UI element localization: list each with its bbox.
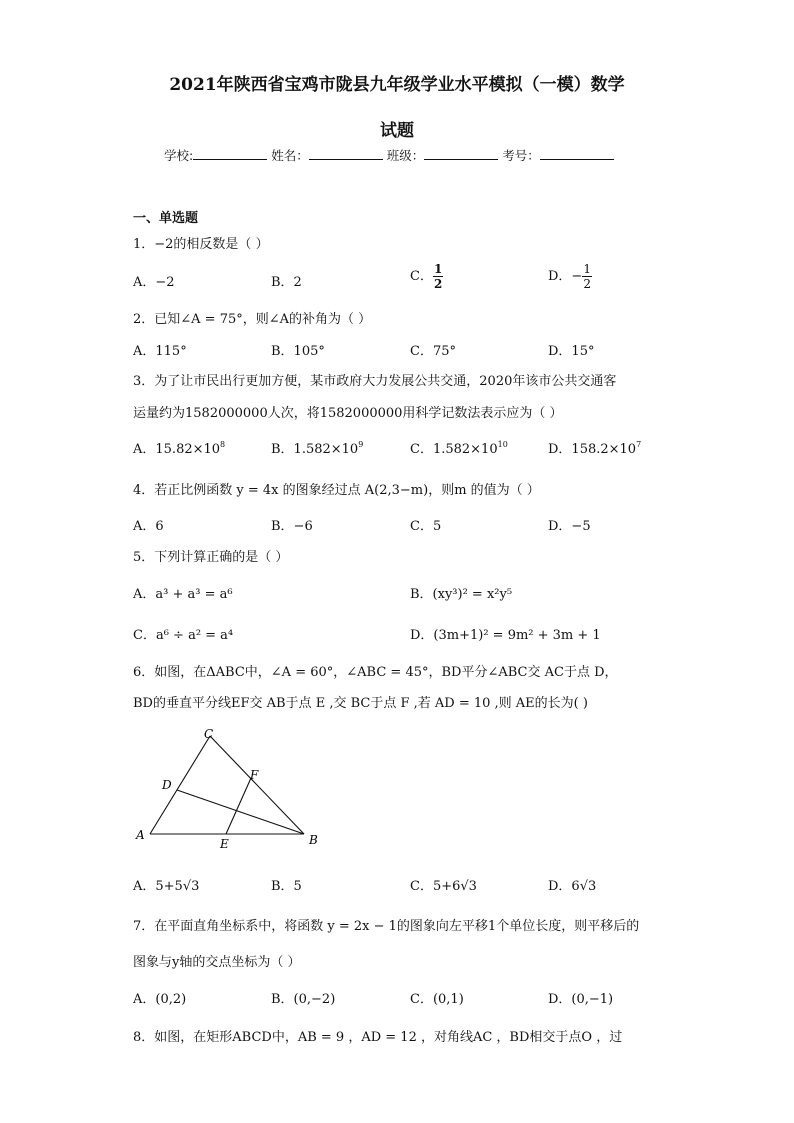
name-blank[interactable] <box>309 147 383 160</box>
q7-option-b: B．(0,−2) <box>271 992 336 1007</box>
student-info-line <box>164 146 614 164</box>
q5-option-a: A．a³ + a³ = a⁶ <box>133 587 233 602</box>
triangle-figure <box>128 722 328 852</box>
q6-option-b: B．5 <box>271 879 302 894</box>
number-label: 考号： <box>502 148 540 163</box>
q4-option-b: B．−6 <box>271 519 313 534</box>
segment-ef <box>226 778 251 834</box>
q1-option-d: D．− $\frac{1}{2}$ <box>548 262 591 291</box>
question-2-stem: 2．已知∠A = 75°，则∠A的补角为（ ） <box>133 312 372 327</box>
label-f: F <box>250 768 259 782</box>
question-8-line1: 8．如图，在矩形ABCD中，AB = 9 ，AD = 12 ，对角线AC ，BD相交于点O ，过 <box>133 1030 623 1045</box>
question-1-stem: 1．−2的相反数是（ ） <box>133 237 269 252</box>
q3-option-c: C．$1.582\times 10^{10}$ <box>410 440 508 457</box>
page-title: 2021年陕西省宝鸡市陇县九年级学业水平模拟（一模）数学 <box>169 75 625 95</box>
label-c: C <box>204 727 214 741</box>
label-a: A <box>136 828 145 842</box>
q2-option-d: D．15° <box>548 344 595 359</box>
name-label: 姓名： <box>271 148 309 163</box>
q5-option-b: B．(xy³)² = x²y⁵ <box>410 587 513 602</box>
question-7-line2: 图象与y轴的交点坐标为（ ） <box>133 955 301 970</box>
segment-ac <box>150 736 210 834</box>
q3-option-d: D．$158.2\times 10^7$ <box>548 440 642 457</box>
q4-option-a: A．6 <box>133 519 164 534</box>
q4-option-d: D．−5 <box>548 519 591 534</box>
question-4-stem: 4．若正比例函数 y = 4x 的图象经过点 A(2,3−m)，则m 的值为（ ） <box>133 483 540 498</box>
question-7-line1: 7．在平面直角坐标系中，将函数 y = 2x − 1的图象向左平移1个单位长度，则平移后的 <box>133 919 640 934</box>
label-d: D <box>162 778 172 792</box>
section-heading: 一、单选题 <box>133 211 199 226</box>
q5-option-c: C．a⁶ ÷ a² = a⁴ <box>133 628 234 643</box>
q7-option-a: A．(0,2) <box>133 992 187 1007</box>
q3-option-b: B．$1.582\times 10^9$ <box>271 440 364 457</box>
school-blank[interactable] <box>193 147 267 160</box>
page-title-line2: 试题 <box>380 121 414 141</box>
segment-bd <box>177 790 304 834</box>
q3-option-a: A．$15.82\times 10^8$ <box>133 440 226 457</box>
q6-option-a: A．5+5√3 <box>133 879 200 894</box>
q6-option-c: C．5+6√3 <box>410 879 477 894</box>
q2-option-a: A．115° <box>133 344 187 359</box>
school-label: 学校: <box>164 148 194 163</box>
q1-option-b: B．2 <box>271 275 302 290</box>
q1-option-c: C． $\frac{1}{2}$ <box>410 262 443 291</box>
q1-option-a: A．−2 <box>133 275 175 290</box>
number-blank[interactable] <box>540 147 614 160</box>
class-blank[interactable] <box>424 147 498 160</box>
question-3-line2: 运量约为1582000000人次，将1582000000用科学记数法表示应为（ ） <box>133 406 563 421</box>
q2-option-b: B．105° <box>271 344 325 359</box>
q7-option-c: C．(0,1) <box>410 992 464 1007</box>
question-5-stem: 5．下列计算正确的是（ ） <box>133 550 289 565</box>
question-6-line1: 6．如图，在ΔABC中，∠A = 60°，∠ABC = 45°，BD平分∠ABC交 AC于点 D， <box>133 665 618 680</box>
class-label: 班级： <box>386 148 425 163</box>
question-3-line1: 3．为了让市民出行更加方便，某市政府大力发展公共交通，2020年该市公共交通客 <box>133 374 617 389</box>
question-6-line2: BD的垂直平分线EF交 AB于点 E ,交 BC于点 F ,若 AD = 10 ,则 AE的长为( ) <box>133 696 588 711</box>
q5-option-d: D．(3m+1)² = 9m² + 3m + 1 <box>410 628 601 643</box>
label-b: B <box>309 833 318 847</box>
q2-option-c: C．75° <box>410 344 456 359</box>
q6-option-d: D．6√3 <box>548 879 597 894</box>
q7-option-d: D．(0,−1) <box>548 992 614 1007</box>
label-e: E <box>220 837 229 851</box>
segment-bc <box>210 736 304 834</box>
q4-option-c: C．5 <box>410 519 442 534</box>
